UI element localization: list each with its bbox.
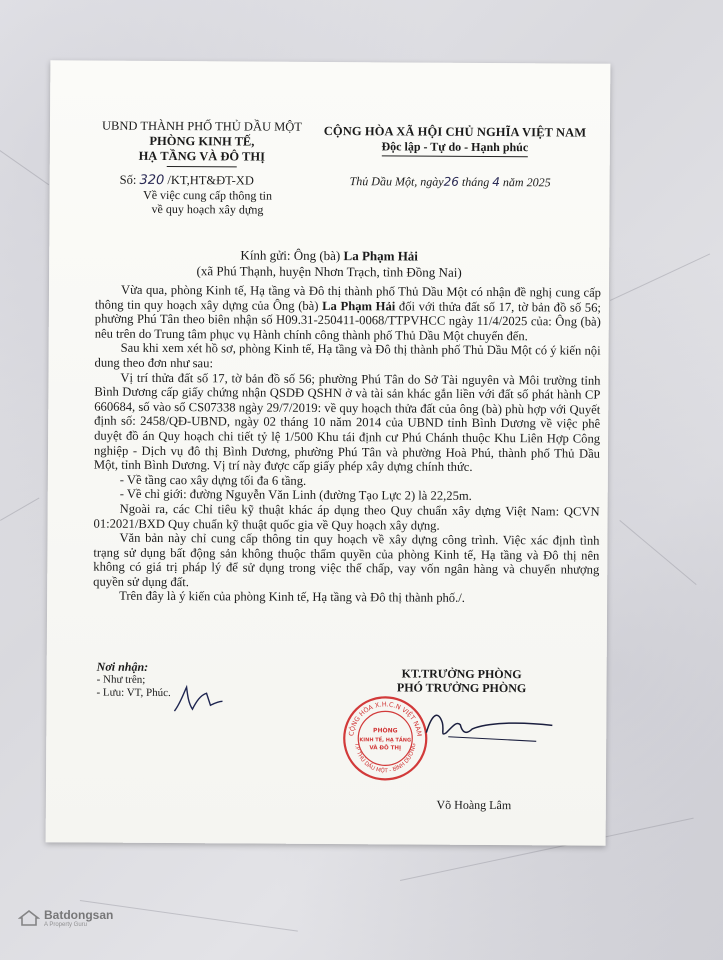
paragraph-6: Ngoài ra, các Chỉ tiêu kỹ thuật khác áp dụng theo Quy chuẩn xây dựng Việt Nam: QCVN 01:2021/BXD Quy chuẩn kỹ thuật quốc gia về Quy hoạch xây dựng. (93, 501, 600, 533)
date-year: năm 2025 (502, 175, 551, 190)
document-number (120, 173, 254, 189)
recipient-block (89, 247, 569, 282)
subject-line-1: Về việc cung cấp thông tin (143, 187, 273, 203)
paragraph-4: - Về tầng cao xây dựng tối đa 6 tầng. (119, 472, 307, 488)
signer-name: Võ Hoàng Lâm (436, 797, 512, 813)
signature-title (347, 666, 577, 695)
signature-line-1: KT.TRƯỞNG PHÒNG (401, 666, 522, 682)
paragraph-2: Sau khi xem xét hồ sơ, phòng Kinh tế, Hạ tầng và Đô thị thành phố Thủ Dầu Một có ý kiến nội dung theo đơn như sau: (94, 341, 601, 371)
paragraph-1 (95, 283, 601, 344)
watermark-name: Batdongsan (44, 908, 114, 922)
recipient-name: La Phạm Hải (343, 248, 419, 264)
paragraph-8: Trên đây là ý kiến của phòng Kinh tế, Hạ tầng và Đô thị thành phố./. (119, 589, 465, 606)
paragraph-5: - Về chỉ giới: đường Nguyễn Văn Linh (đường Tạo Lực 2) là 22,25m. (119, 487, 472, 504)
initials-signature (166, 681, 226, 721)
svg-text:T.P THỦ DẦU MỘT - BÌNH DƯƠNG: T.P THỦ DẦU MỘT - BÌNH DƯƠNG (353, 742, 418, 775)
date-day: 26 (443, 174, 459, 189)
p1-name: La Phạm Hải (322, 298, 396, 314)
handwritten-signature (386, 702, 556, 753)
svg-text:CỘNG HÒA X.H.C.N VIỆT NAM: CỘNG HÒA X.H.C.N VIỆT NAM (347, 700, 424, 737)
watermark-sub: A Property Guru (44, 922, 88, 928)
recipient-prefix: Kính gửi: Ông (bà) (240, 247, 341, 264)
p1-text-a: Vừa qua, phòng Kinh tế, Hạ tầng và Đô thị thành phố Thủ Dầu Một có nhận đề nghị cung cấp thông tin quy hoạch xây dựng của Ông (bà) (94, 282, 602, 313)
issuer-department: PHÒNG KINH TẾ, (149, 133, 255, 149)
recipients-title: Nơi nhận: (96, 659, 149, 674)
national-title: CỘNG HÒA XÃ HỘI CHỦ NGHĨA VIỆT NAM (323, 123, 587, 140)
document-paper (46, 60, 611, 845)
recipient-address: (xã Phú Thạnh, huyện Nhơn Trạch, tỉnh Đồng Nai) (196, 263, 462, 280)
issuer-header (92, 119, 312, 168)
date-month-label: tháng (461, 174, 490, 189)
marble-vein (610, 254, 710, 301)
paragraph-3: Vị trí thửa đất số 17, tờ bản đồ số 56; phường Phú Tân do Sở Tài nguyên và Môi trường tỉnh Bình Dương cấp giấy chứng nhận QSDĐ QSHN ở và tài sản khác gắn liền với đất số phát hành CP 660684, số vào sổ CS07338 ngày 29/7/2019: về quy hoạch thửa đất của ông (bà) phù hợp với Quyết định số: 2458/QĐ-UBND, ngày 02 tháng 10 năm 2014 của UBND tỉnh Bình Dương về việc phê duyệt đồ án Quy hoạch chi tiết tỷ lệ 1/500 Khu tái định cư Phú Chánh thuộc Khu Liên Hợp Công nghiệp - Dịch vụ đô thị Bình Dương, phường Phú Tân và phường Hoà Phú, thành phố Thủ Dầu Một, tỉnh Bình Dương. Vị trí này được cấp giấy phép xây dựng chính thức. (93, 370, 601, 475)
document-subject (107, 188, 307, 217)
house-logo-icon (18, 909, 40, 927)
marble-vein (0, 498, 39, 521)
recipients-item-1: - Như trên; (96, 673, 146, 686)
subject-line-2: về quy hoạch xây dựng (151, 201, 264, 217)
issuer-underline (167, 166, 237, 167)
watermark (18, 908, 113, 928)
svg-text:PHÒNG: PHÒNG (373, 727, 398, 735)
paragraph-7: Văn bản này chỉ cung cấp thông tin quy hoạch về xây dựng công trình. Việc xác định tình trạng sử dụng bất động sản không thuộc thẩm quyền của phòng Kinh tế, Hạ tầng và Đô thị nên không có giá trị pháp lý để sử dụng trong việc thế chấp, vay vốn ngân hàng và chuyển nhượng quyền sử dụng đất. (93, 530, 600, 590)
recipients-list (96, 661, 171, 700)
issuer-city: UBND THÀNH PHỐ THỦ DẦU MỘT (101, 118, 302, 134)
doc-number-prefix: Số: (119, 172, 137, 187)
p1-text-b: đối với thửa đất số 17, tờ bản đồ số 56; phường Phú Tân theo biên nhận số H09.31-250411-0068/TTPVHCC ngày 11/4/2025 của: Ông (bà) nêu trên do Trung tâm phục vụ Hành chính công thành phố Thủ Dầu Một chuyển đến. (94, 299, 601, 343)
document-body (93, 283, 601, 607)
doc-number-handwritten: 320 (139, 172, 165, 188)
marble-vein (0, 150, 49, 185)
svg-text:KINH TẾ, HẠ TẦNG: KINH TẾ, HẠ TẦNG (359, 737, 412, 744)
date-month: 4 (492, 174, 500, 190)
document-date (350, 174, 610, 191)
issuer-department-2: HẠ TẦNG VÀ ĐÔ THỊ (138, 148, 266, 164)
national-motto: Độc lập - Tự do - Hạnh phúc (381, 139, 528, 157)
national-header (305, 124, 605, 158)
signature-line-2: PHÓ TRƯỞNG PHÒNG (396, 680, 527, 696)
date-place: Thủ Dầu Một, ngày (349, 174, 444, 189)
svg-text:VÀ ĐÔ THỊ: VÀ ĐÔ THỊ (369, 745, 402, 752)
marble-vein (619, 520, 696, 585)
doc-number-suffix: /KT,HT&ĐT-XD (167, 173, 254, 188)
recipients-item-2: - Lưu: VT, Phúc. (96, 686, 171, 700)
